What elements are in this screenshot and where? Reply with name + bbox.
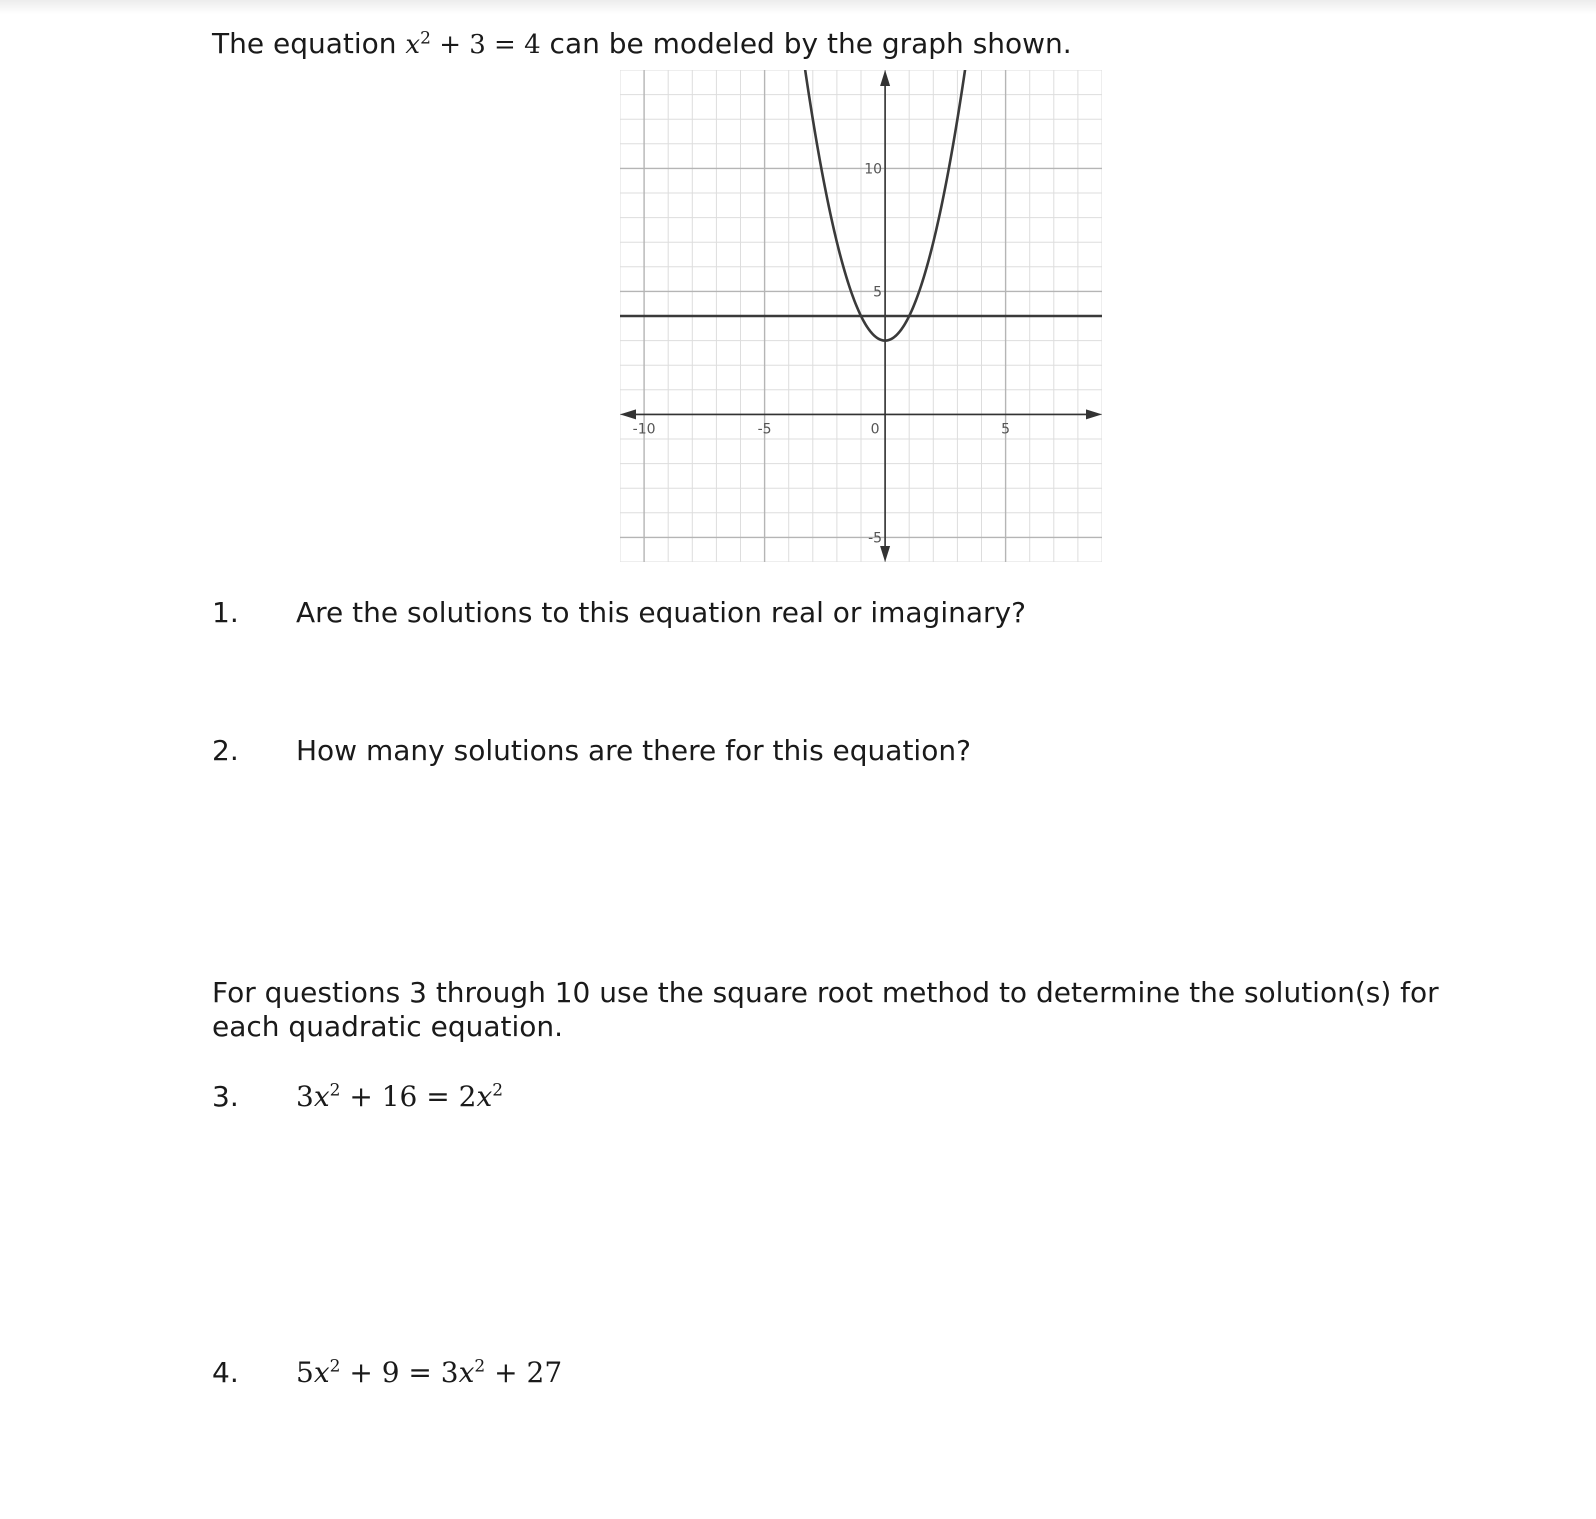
- x-axis-arrow-right: [1086, 409, 1102, 419]
- question-2-number: 2.: [212, 734, 239, 767]
- question-4-number: 4.: [212, 1356, 239, 1389]
- question-1-number: 1.: [212, 596, 239, 629]
- y-axis-arrow-down: [880, 546, 890, 562]
- question-1-text: Are the solutions to this equation real or imaginary?: [296, 596, 1026, 629]
- y-tick-label: -5: [868, 530, 883, 547]
- intro-equation: $x^2 + 3 = 4$: [405, 28, 541, 60]
- x-tick-label: 5: [1001, 421, 1011, 438]
- question-4-equation: $5x^2 + 9 = 3x^2 + 27$: [296, 1356, 563, 1389]
- intro-prefix: The equation: [212, 27, 397, 60]
- y-tick-label: 5: [873, 284, 883, 301]
- y-axis-arrow-up: [880, 70, 890, 86]
- intro-sentence: [212, 27, 1072, 62]
- question-2-text: How many solutions are there for this equation?: [296, 734, 971, 767]
- intro-suffix: can be modeled by the graph shown.: [549, 27, 1072, 60]
- instructions-paragraph: For questions 3 through 10 use the square root method to determine the solution(s) for each quadratic equation.: [212, 976, 1439, 1043]
- x-axis-arrow-left: [620, 409, 636, 419]
- question-3-number: 3.: [212, 1080, 239, 1113]
- x-tick-label: -10: [632, 421, 656, 438]
- top-shadow-bar: [0, 0, 1596, 14]
- x-tick-label: -5: [757, 421, 772, 438]
- quadratic-graph: [620, 70, 1102, 562]
- question-3-equation: $3x^2 + 16 = 2x^2$: [296, 1080, 504, 1113]
- x-tick-label: 0: [870, 421, 880, 438]
- y-tick-label: 10: [864, 161, 883, 178]
